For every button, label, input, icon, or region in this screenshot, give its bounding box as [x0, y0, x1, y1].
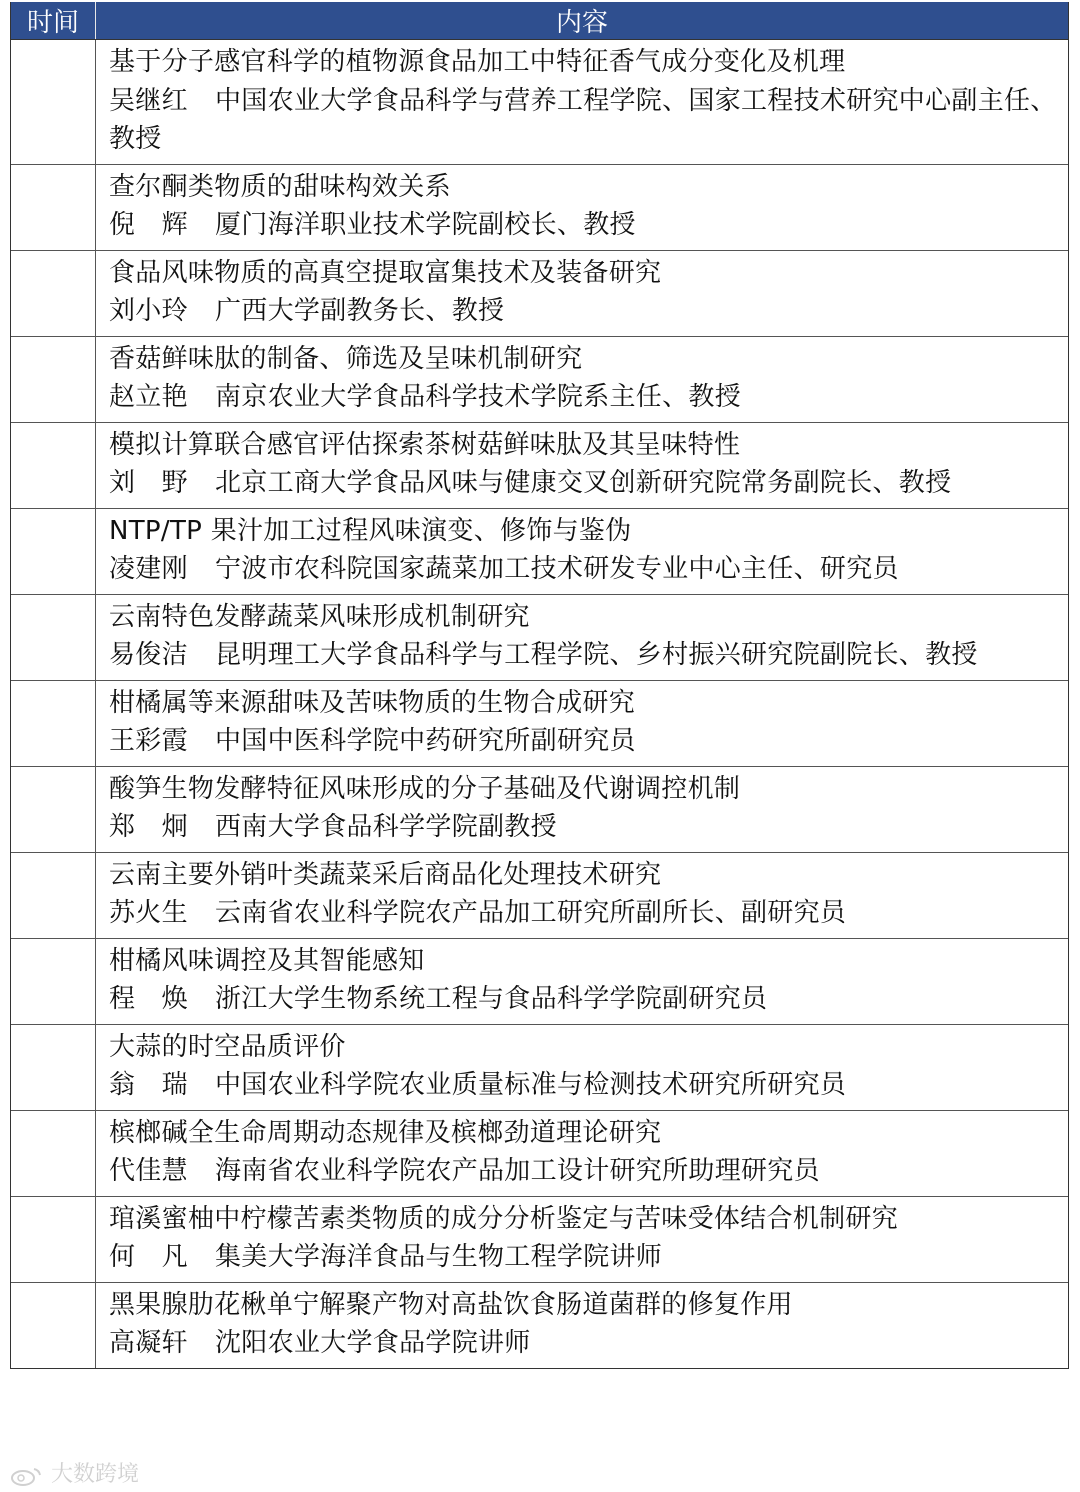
- speaker-line: [109, 1066, 1058, 1105]
- time-cell: [11, 939, 96, 1024]
- speaker-name: 何 凡: [109, 1242, 188, 1272]
- speaker-line: [109, 1238, 1058, 1277]
- talk-title: 香菇鲜味肽的制备、筛选及呈味机制研究: [109, 343, 583, 374]
- content-cell: [96, 1283, 1068, 1368]
- talk-title: 大蒜的时空品质评价: [109, 1031, 346, 1062]
- speaker-name: 刘 野: [109, 468, 188, 498]
- weibo-logo-icon: [8, 1463, 44, 1487]
- speaker-affiliation: 西南大学食品科学学院副教授: [215, 812, 557, 842]
- speaker-line: [109, 292, 1058, 331]
- speaker-line: [109, 808, 1058, 847]
- speaker-line: [109, 378, 1058, 417]
- speaker-affiliation: 沈阳农业大学食品学院讲师: [215, 1328, 531, 1358]
- content-cell: [96, 423, 1068, 508]
- speaker-name: 倪 辉: [109, 210, 188, 240]
- talk-title: 柑橘属等来源甜味及苦味物质的生物合成研究: [109, 687, 636, 718]
- table-row: [11, 1111, 1068, 1197]
- content-cell: [96, 40, 1068, 164]
- time-cell: [11, 1111, 96, 1196]
- time-cell: [11, 165, 96, 250]
- talk-title: 云南特色发酵蔬菜风味形成机制研究: [109, 601, 530, 632]
- speaker-line: [109, 1324, 1058, 1363]
- table-header: [11, 2, 1068, 40]
- content-cell: [96, 509, 1068, 594]
- talk-title: 查尔酮类物质的甜味构效关系: [109, 171, 451, 202]
- speaker-line: [109, 636, 1058, 675]
- watermark: [8, 1457, 139, 1488]
- table-row: [11, 1283, 1068, 1368]
- content-cell: [96, 681, 1068, 766]
- content-cell: [96, 337, 1068, 422]
- speaker-name: 苏火生: [109, 898, 188, 928]
- speaker-name: 高凝轩: [109, 1328, 188, 1358]
- speaker-line: [109, 894, 1058, 933]
- time-cell: [11, 1283, 96, 1368]
- speaker-line: [109, 550, 1058, 589]
- speaker-line: [109, 722, 1058, 761]
- content-cell: [96, 251, 1068, 336]
- speaker-line: [109, 206, 1058, 245]
- content-cell: [96, 1025, 1068, 1110]
- content-cell: [96, 853, 1068, 938]
- table-row: [11, 509, 1068, 595]
- table-row: [11, 1197, 1068, 1283]
- header-time: 时间: [11, 2, 96, 39]
- talk-title: 食品风味物质的高真空提取富集技术及装备研究: [109, 257, 662, 288]
- speaker-line: [109, 82, 1058, 159]
- table-row: [11, 423, 1068, 509]
- content-cell: [96, 939, 1068, 1024]
- header-content: 内容: [555, 8, 608, 38]
- speaker-affiliation: 中国中医科学院中药研究所副研究员: [215, 726, 636, 756]
- schedule-table: [10, 2, 1069, 1369]
- speaker-affiliation: 南京农业大学食品科学技术学院系主任、教授: [215, 382, 742, 412]
- time-cell: [11, 853, 96, 938]
- time-cell: [11, 1197, 96, 1282]
- table-row: [11, 853, 1068, 939]
- speaker-name: 郑 炯: [109, 812, 188, 842]
- time-cell: [11, 509, 96, 594]
- speaker-name: 吴继红: [109, 85, 188, 116]
- content-cell: [96, 1197, 1068, 1282]
- talk-title: 基于分子感官科学的植物源食品加工中特征香气成分变化及机理: [109, 47, 846, 77]
- talk-title: 黑果腺肋花楸单宁解聚产物对高盐饮食肠道菌群的修复作用: [109, 1289, 793, 1320]
- time-cell: [11, 767, 96, 852]
- speaker-name: 代佳慧: [109, 1156, 188, 1186]
- speaker-affiliation: 浙江大学生物系统工程与食品科学学院副研究员: [215, 984, 768, 1014]
- table-row: [11, 1025, 1068, 1111]
- speaker-line: [109, 1152, 1058, 1191]
- time-cell: [11, 1025, 96, 1110]
- speaker-affiliation: 中国农业科学院农业质量标准与检测技术研究所研究员: [215, 1070, 847, 1100]
- speaker-affiliation: 厦门海洋职业技术学院副校长、教授: [215, 210, 636, 240]
- table-row: [11, 40, 1068, 165]
- speaker-name: 凌建刚: [109, 554, 188, 584]
- speaker-name: 翁 瑞: [109, 1070, 188, 1100]
- speaker-name: 程 焕: [109, 984, 188, 1014]
- speaker-name: 赵立艳: [109, 382, 188, 412]
- talk-title: 云南主要外销叶类蔬菜采后商品化处理技术研究: [109, 859, 662, 890]
- time-cell: [11, 40, 96, 164]
- time-cell: [11, 423, 96, 508]
- content-cell: [96, 165, 1068, 250]
- talk-title: 柑橘风味调控及其智能感知: [109, 945, 425, 976]
- table-row: [11, 165, 1068, 251]
- table-row: [11, 251, 1068, 337]
- talk-title: 模拟计算联合感官评估探索茶树菇鲜味肽及其呈味特性: [109, 429, 741, 460]
- speaker-affiliation: 宁波市农科院国家蔬菜加工技术研发专业中心主任、研究员: [215, 554, 899, 584]
- content-cell: [96, 595, 1068, 680]
- speaker-affiliation: 集美大学海洋食品与生物工程学院讲师: [215, 1242, 663, 1272]
- time-cell: [11, 337, 96, 422]
- speaker-name: 刘小玲: [109, 296, 188, 326]
- table-body: [11, 40, 1068, 1368]
- watermark-text: 大数跨境: [51, 1462, 140, 1487]
- table-row: [11, 939, 1068, 1025]
- speaker-affiliation: 中国农业大学食品科学与营养工程学院、国家工程技术研究中心副主任、教授: [109, 85, 1057, 154]
- table-row: [11, 681, 1068, 767]
- speaker-name: 王彩霞: [109, 726, 188, 756]
- speaker-affiliation: 海南省农业科学院农产品加工设计研究所助理研究员: [215, 1156, 820, 1186]
- speaker-name: 易俊洁: [109, 640, 188, 670]
- time-cell: [11, 595, 96, 680]
- time-cell: [11, 251, 96, 336]
- speaker-affiliation: 北京工商大学食品风味与健康交叉创新研究院常务副院长、教授: [215, 468, 952, 498]
- speaker-affiliation: 云南省农业科学院农产品加工研究所副所长、副研究员: [215, 898, 847, 928]
- talk-title: 琯溪蜜柚中柠檬苦素类物质的成分分析鉴定与苦味受体结合机制研究: [109, 1203, 899, 1234]
- time-cell: [11, 681, 96, 766]
- talk-title: 槟榔碱全生命周期动态规律及槟榔劲道理论研究: [109, 1117, 662, 1148]
- content-cell: [96, 1111, 1068, 1196]
- content-cell: [96, 767, 1068, 852]
- speaker-affiliation: 广西大学副教务长、教授: [215, 296, 505, 326]
- speaker-affiliation: 昆明理工大学食品科学与工程学院、乡村振兴研究院副院长、教授: [215, 640, 978, 670]
- table-row: [11, 767, 1068, 853]
- speaker-line: [109, 980, 1058, 1019]
- talk-title: NTP/TP 果汁加工过程风味演变、修饰与鉴伪: [109, 515, 632, 546]
- talk-title: 酸笋生物发酵特征风味形成的分子基础及代谢调控机制: [109, 773, 741, 804]
- speaker-line: [109, 464, 1058, 503]
- table-row: [11, 337, 1068, 423]
- table-row: [11, 595, 1068, 681]
